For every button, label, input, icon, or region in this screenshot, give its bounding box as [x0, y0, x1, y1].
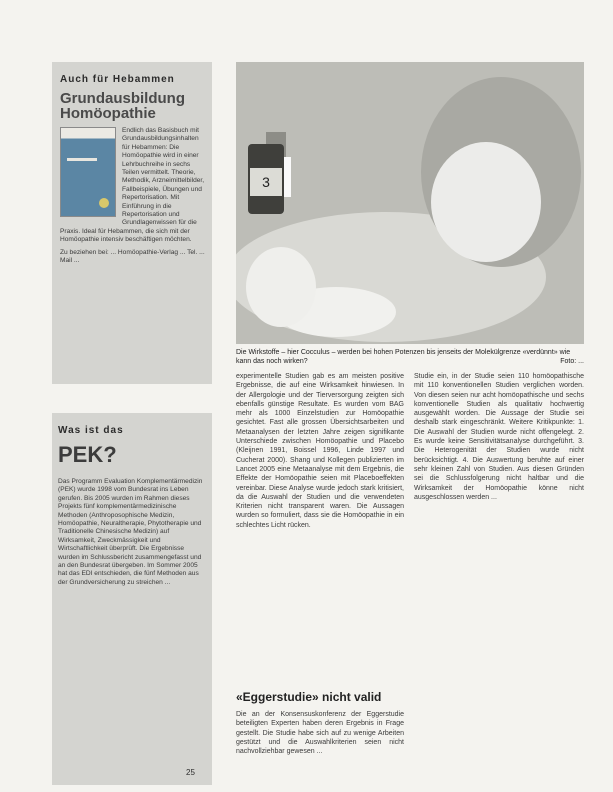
section-subhead: «Eggerstudie» nicht valid — [236, 690, 382, 704]
pek-title: PEK? — [58, 442, 117, 467]
article-column-1-continued: Die an der Konsensuskonferenz der Eggerstudie beteiligten Experten haben deren Ergebnis in Frage gestellt. Die Studie habe sich auf zu wenige Arbeiten gestützt und die Auswahlkriterien seien nicht nachvollziehbar gewesen ... — [236, 711, 404, 756]
remedy-bottle — [248, 144, 284, 214]
pek-body-text: Das Programm Evaluation Komplementärmedizin (PEK) wurde 1998 vom Bundesrat ins Leben gerufen. Bis 2005 wurden im Rahmen dieses Projekts fünf komplementärmedizinische Methoden (Anthroposophische Medizin, Homöopathie, Neuraltherapie, Phytotherapie und Traditionelle Chinesische Medizin) auf Wirksamkeit, Zweckmässigkeit und Wirtschaftlichkeit überprüft. Die Ergebnisse wurden im Schlussbericht zusammengefasst und an den Bundesrat übergeben. Im Sommer 2005 hat das EDI entschieden, die fünf Methoden aus der Grundversicherung zu streichen ... — [58, 478, 203, 586]
article-photo — [236, 62, 584, 344]
book-cover-image — [60, 127, 116, 217]
headline-line2: Homöopathie — [60, 105, 156, 122]
bottle-label: 3 — [262, 174, 270, 190]
article-column-2: Studie ein, in der Studie seien 110 homöopathische mit 110 konventionellen Studien verglichen worden. Von diesen seien nur acht homöopathische und sechs konventionelle Studien als qualitativ hochwertig ausgewählt worden. Die Aussage der Studie sei deshalb stark eingeschränkt. Weitere Kritikpunkte: 1. Die Auswahl der Studien wurde nicht offengelegt. 2. Es wurde keine Sensitivitätsanalyse durchgeführt. 3. Die Heterogenität der Studien wurde nicht berücksichtigt. 4. Die Auswertung beruhte auf einer sehr kleinen Zahl von Studien. Aus diesen Gründen sei die Schlussfolgerung nicht haltbar und die Wirksamkeit der Homöopathie könne nicht ausgeschlossen werden ... — [414, 373, 584, 501]
sidebar-box-pek — [52, 413, 212, 785]
caption-text: Die Wirkstoffe – hier Cocculus – werden bei hohen Potenzen bis jenseits der Molekülgrenze «verdünnt» wie kann das noch wirken? — [236, 349, 571, 365]
pek-kicker: Was ist das — [58, 425, 124, 436]
book-emblem — [99, 198, 109, 208]
book-title-bar — [67, 158, 97, 161]
sidebar-body-text: Endlich das Basisbuch mit Grundausbildungsinhalten für Hebammen: Die Homöopathie wird in einer Lehrbuchreihe in sechs Teilen vermittelt. Theorie, Methodik, Arzneimittelbilder, Fallbeispiele, Übungen und Repertorisation. Mit Einführung in die Repertorisation und Grundlagenwissen für die Praxis. Ideal für Hebammen, die sich mit der Homöopathie intensiv beschäftigen möchten. — [60, 127, 205, 244]
sidebar-headline — [60, 91, 206, 121]
sidebar-footer-text: Zu beziehen bei: ... Homöopathie-Verlag ... Tel. ... Mail ... — [60, 248, 205, 265]
photo-illustration — [236, 62, 584, 344]
page-number: 25 — [186, 768, 195, 777]
article-column-1: experimentelle Studien gab es am meisten positive Ergebnisse, die auf eine Wirksamkeit hinwiesen. In der Allergologie und der Tierversorgung zeigten sich ebenfalls günstige Resultate. Es wurden vom BAG mehr als 1000 Einzelstudien zur Homöopathie gesichtet. Fast alle grossen Übersichtsarbeiten und Metaanalysen der letzten Jahre zeigen signifikante Unterschiede zwischen Homöopathie und Placebo (Kleijnen 1991, Boissel 1996, Linde 1997 und Cucherat 2000). Shang und Kollegen publizierten im Lancet 2005 eine Metaanalyse mit dem Ergebnis, die Effekte der Homöopathie seien mit Placeboeffekten vereinbar. Diese Analyse wurde jedoch stark kritisiert, da die Auswahl der Studien und die verwendeten Kriterien nicht transparent waren. Die Aussagen wurden so formuliert, dass sie die Homöopathie in ein schlechtes Licht rücken. — [236, 373, 404, 529]
headline-line1: Grundausbildung — [60, 90, 185, 107]
photo-credit: Foto: ... — [560, 358, 584, 365]
sidebar-box-hebammen — [52, 62, 212, 384]
photo-caption — [236, 348, 584, 366]
sidebar-kicker: Auch für Hebammen — [60, 74, 175, 85]
